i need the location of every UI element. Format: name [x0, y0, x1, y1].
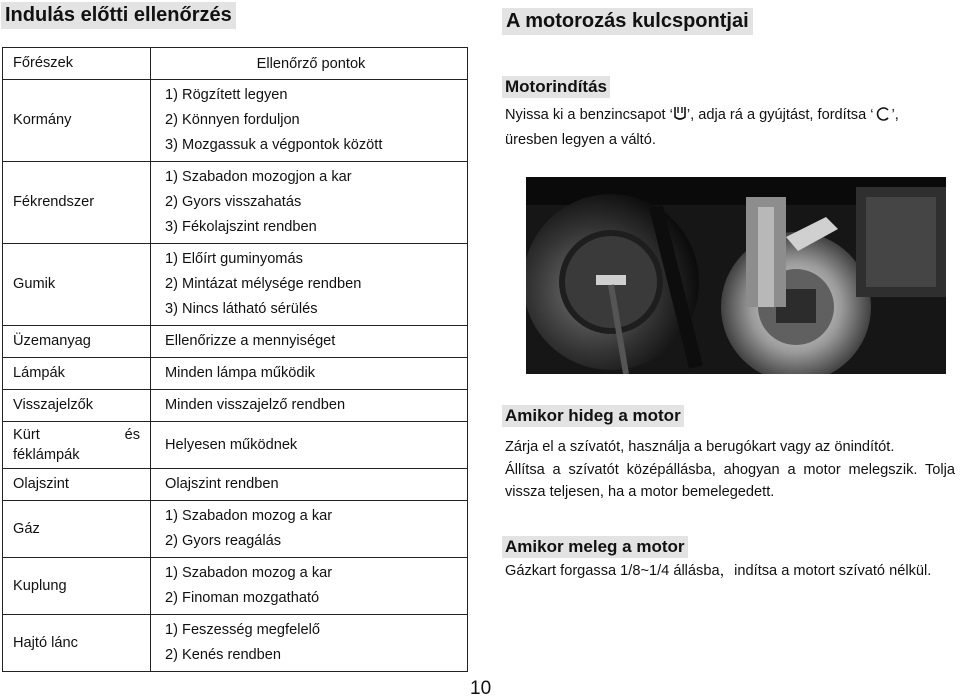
checkpoint-item: 3) Nincs látható sérülés — [165, 301, 318, 317]
table-row — [3, 390, 468, 422]
pre-ride-checklist-table — [2, 47, 468, 672]
column-header-points: Ellenőrző pontok — [151, 48, 468, 80]
part-kurt-feklampak — [3, 422, 151, 469]
motorinditas-text-a: Nyissa ki a benzincsapot ‘ — [505, 107, 673, 123]
checkpoint-item: 2) Könnyen forduljon — [165, 112, 300, 128]
checkpoint-item: 1) Szabadon mozog a kar — [165, 565, 333, 581]
checkpoint-list — [151, 501, 468, 558]
table-row — [3, 422, 468, 469]
motorinditas-text — [505, 104, 955, 151]
checkpoint-item: 2) Kenés rendben — [165, 647, 282, 663]
motorinditas-text-b: ’, adja rá a gyújtást, fordítsa ‘ — [686, 107, 874, 123]
part-label-line1 — [13, 425, 140, 445]
page-title-left: Indulás előtti ellenőrzés — [1, 2, 236, 29]
table-row — [3, 558, 468, 615]
section-heading-hideg-motor: Amikor hideg a motor — [502, 405, 684, 427]
checkpoint-item: 2) Gyors reagálás — [165, 533, 281, 549]
motorinditas-text-d: üresben legyen a váltó. — [505, 132, 656, 148]
part-fekrendszer: Fékrendszer — [3, 162, 151, 244]
checkpoint-list — [151, 558, 468, 615]
meleg-motor-text: Gázkart forgassa 1/8~1/4 állásba，indítsa a motort szívató nélkül. — [505, 563, 932, 579]
table-header-row — [3, 48, 468, 80]
part-kuplung: Kuplung — [3, 558, 151, 615]
section-heading-meleg-motor: Amikor meleg a motor — [502, 536, 688, 558]
part-gumik: Gumik — [3, 244, 151, 326]
part-visszajelzok: Visszajelzők — [3, 390, 151, 422]
part-uzemanyag: Üzemanyag — [3, 326, 151, 358]
ignition-and-fuel-tap-photo — [526, 177, 946, 374]
page-title-right: A motorozás kulcspontjai — [502, 8, 753, 35]
checkpoint-item: 1) Feszesség megfelelő — [165, 622, 320, 638]
part-label-es: és — [124, 427, 140, 443]
page-number: 10 — [470, 678, 492, 699]
checkpoint-item: Helyesen működnek — [151, 422, 468, 469]
checkpoint-item: Olajszint rendben — [151, 469, 468, 501]
checkpoint-item: 3) Fékolajszint rendben — [165, 219, 317, 235]
part-label-feklampak: féklámpák — [13, 447, 80, 463]
checkpoint-item: 1) Rögzített legyen — [165, 87, 288, 103]
checkpoint-item: 2) Mintázat mélysége rendben — [165, 276, 362, 292]
table-row — [3, 326, 468, 358]
part-olajszint: Olajszint — [3, 469, 151, 501]
checkpoint-list — [151, 162, 468, 244]
checkpoint-item: Ellenőrizze a mennyiséget — [151, 326, 468, 358]
checkpoint-list — [151, 244, 468, 326]
part-kormany: Kormány — [3, 80, 151, 162]
table-row — [3, 469, 468, 501]
checkpoint-item: 3) Mozgassuk a végpontok között — [165, 137, 383, 153]
checkpoint-item: Minden visszajelző rendben — [151, 390, 468, 422]
table-row — [3, 501, 468, 558]
checkpoint-item: 1) Szabadon mozogjon a kar — [165, 169, 352, 185]
table-row — [3, 162, 468, 244]
table-row — [3, 80, 468, 162]
part-label-kurt: Kürt — [13, 427, 40, 443]
checkpoint-list — [151, 615, 468, 672]
table-row — [3, 358, 468, 390]
hideg-motor-line1: Zárja el a szívatót, használja a berugókart vagy az önindítót. — [505, 439, 895, 455]
table-row — [3, 244, 468, 326]
part-gaz: Gáz — [3, 501, 151, 558]
checkpoint-item: 1) Előírt guminyomás — [165, 251, 303, 267]
checkpoint-item: 1) Szabadon mozog a kar — [165, 508, 333, 524]
checkpoint-item: 2) Gyors visszahatás — [165, 194, 302, 210]
ignition-key-icon — [874, 106, 892, 129]
hideg-motor-line2: Állítsa a szívatót középállásba, ahogyan a motor melegszik. Tolja vissza teljesen, ha a motor bemelegedett. — [505, 462, 955, 500]
motorinditas-text-c: ’, — [891, 107, 899, 123]
table-row — [3, 615, 468, 672]
column-header-part: Főrészek — [3, 48, 151, 80]
checkpoint-list — [151, 80, 468, 162]
fuel-tap-icon — [673, 106, 687, 129]
part-hajto-lanc: Hajtó lánc — [3, 615, 151, 672]
part-lampak: Lámpák — [3, 358, 151, 390]
checkpoint-item: Minden lámpa működik — [151, 358, 468, 390]
section-heading-motorinditas: Motorindítás — [502, 76, 610, 98]
checkpoint-item: 2) Finoman mozgatható — [165, 590, 320, 606]
